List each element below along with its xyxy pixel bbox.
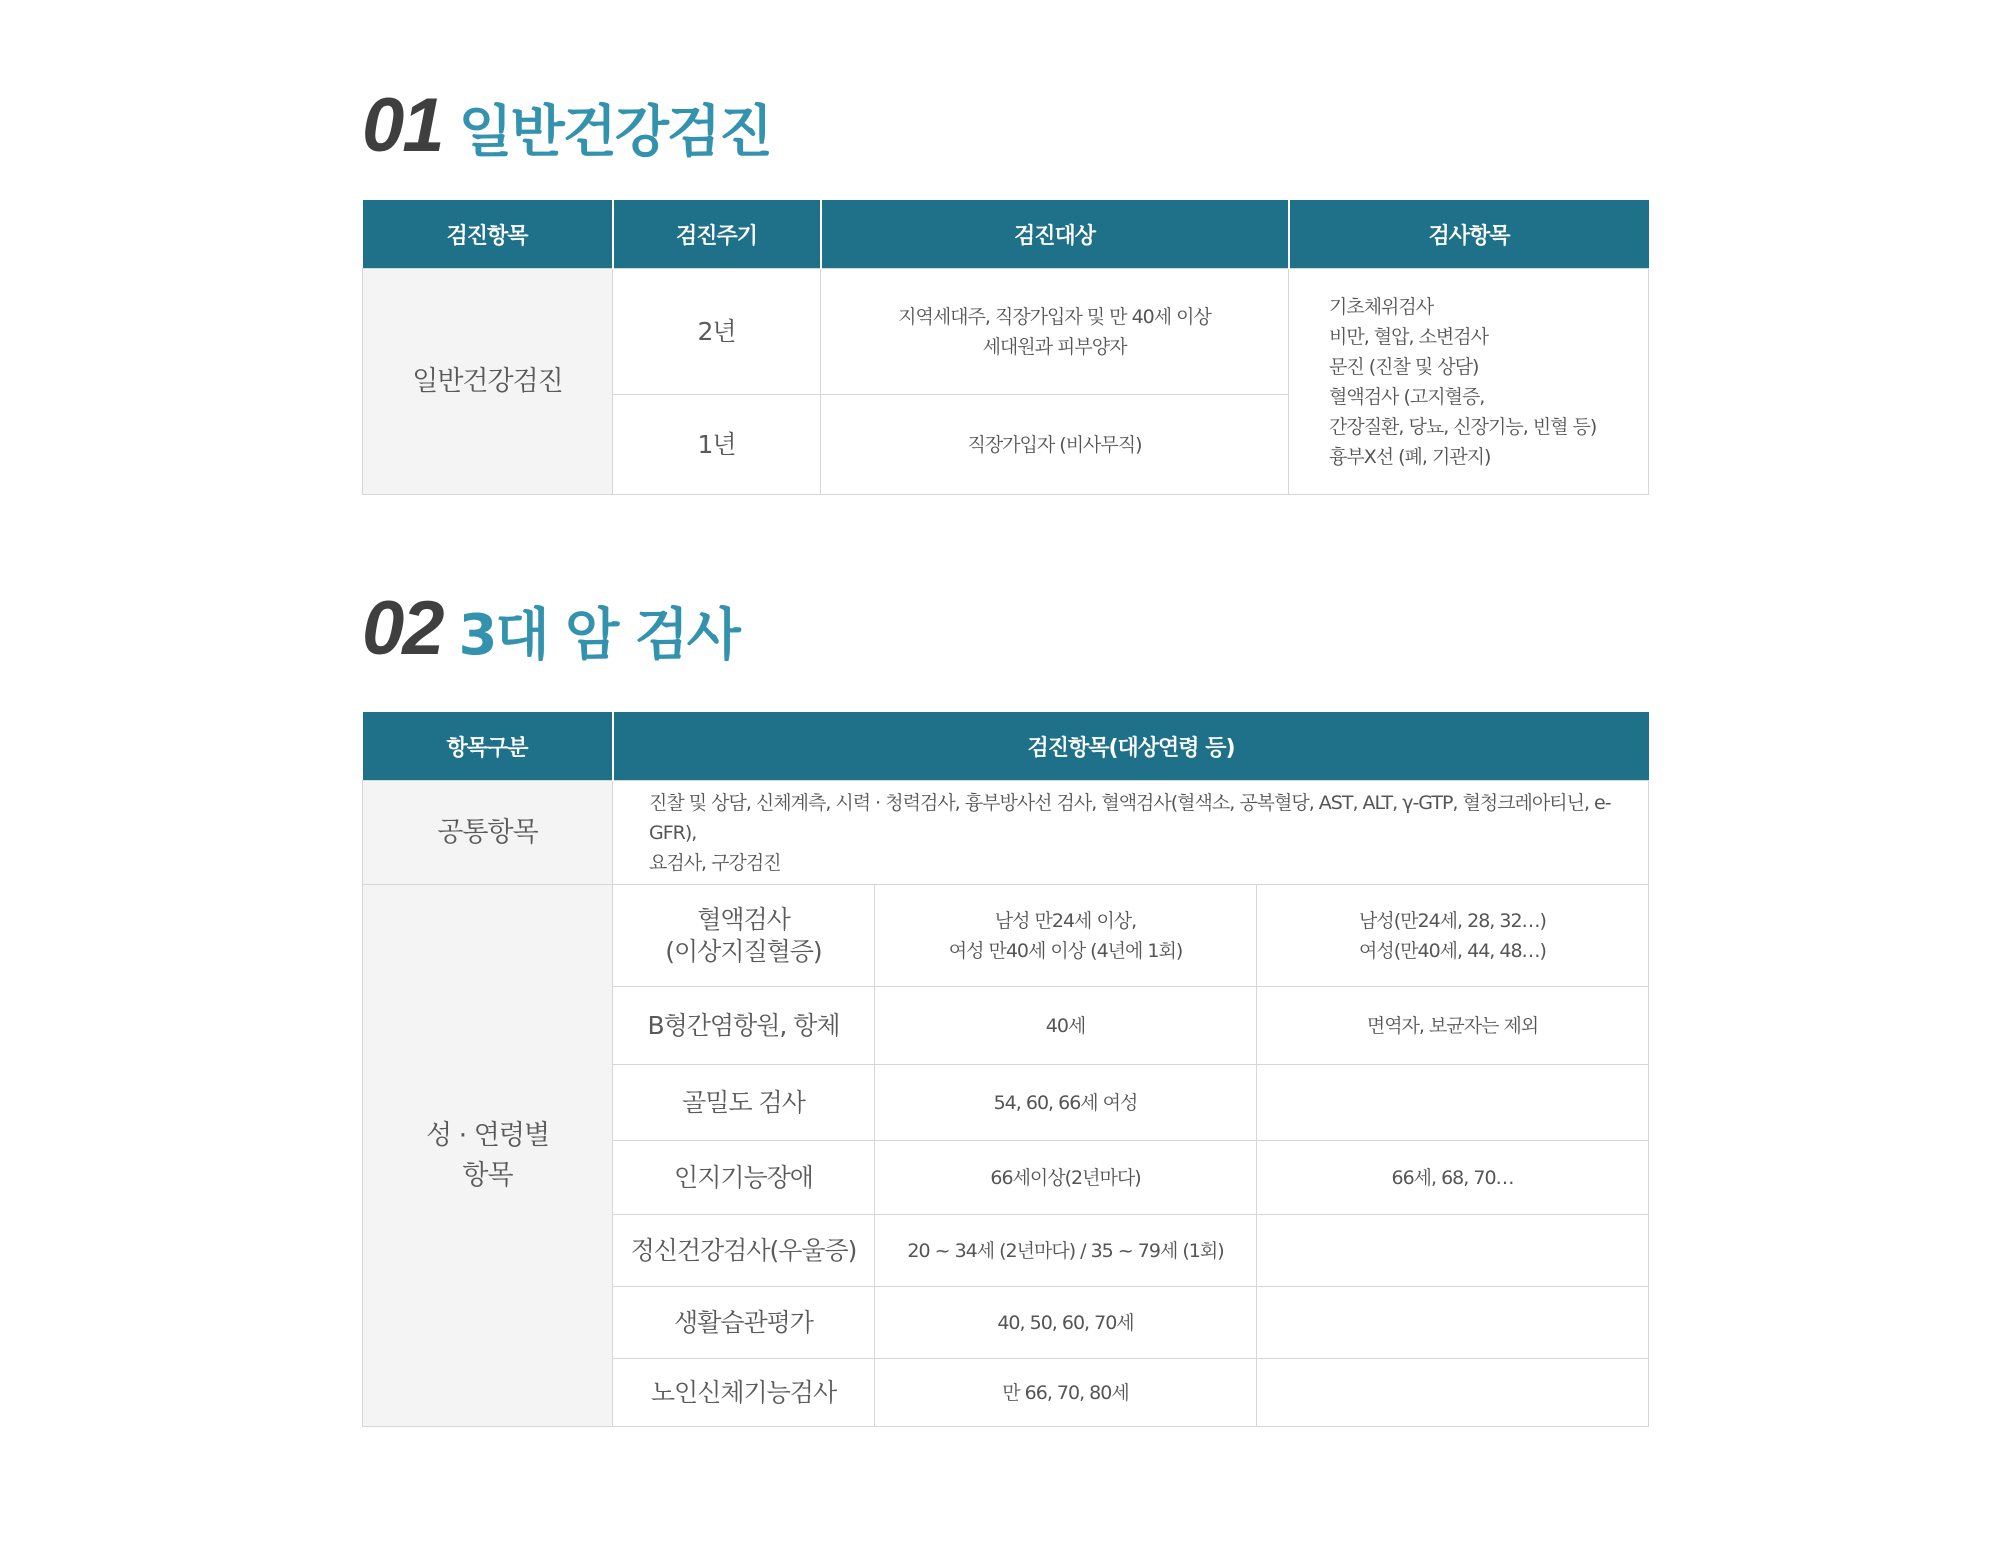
header-cell: 검진항목: [363, 200, 613, 269]
section-heading: 일반건강검진: [458, 100, 772, 165]
section-heading: 3대 암 검사: [458, 603, 739, 668]
target-cell: 54, 60, 66세 여성: [875, 1065, 1257, 1141]
table-row: [363, 781, 1649, 885]
note-cell: [1257, 1359, 1649, 1427]
exam-item: 문진 (진찰 및 상담): [1329, 355, 1479, 378]
header-cell: 검진주기: [613, 200, 821, 269]
target-line: 세대원과 피부양자: [982, 335, 1127, 358]
header-cell: 검진대상: [821, 200, 1289, 269]
target-line: 지역세대주, 직장가입자 및 만 40세 이상: [898, 305, 1211, 328]
target-cell: [821, 395, 1289, 495]
category-cell: 일반건강검진: [363, 269, 613, 495]
section-number: 02: [362, 586, 443, 671]
cancer-screening-table: [362, 712, 1649, 1427]
exam-item: 간장질환, 당뇨, 신장기능, 빈혈 등): [1329, 415, 1597, 438]
table-row: [363, 269, 1649, 395]
note-cell: [1257, 885, 1649, 987]
note-cell: [1257, 1287, 1649, 1359]
header-cell: 검사항목: [1289, 200, 1649, 269]
target-cell: 20 ~ 34세 (2년마다) / 35 ~ 79세 (1회): [875, 1215, 1257, 1287]
item-cell: 인지기능장애: [613, 1141, 875, 1215]
category-line: 항목: [462, 1159, 513, 1191]
item-cell: 골밀도 검사: [613, 1065, 875, 1141]
target-cell: 만 66, 70, 80세: [875, 1359, 1257, 1427]
note-cell: [1257, 1215, 1649, 1287]
note-cell: 66세, 68, 70…: [1257, 1141, 1649, 1215]
target-line: 직장가입자 (비사무직): [967, 433, 1142, 456]
common-items-cell: [613, 781, 1649, 885]
common-items-line: 진찰 및 상담, 신체계측, 시력 · 청력검사, 흉부방사선 검사, 혈액검사(혈색소, 공복혈당, AST, ALT, γ-GTP, 혈청크레아티닌, e-GFR),: [649, 791, 1611, 844]
item-cell: 생활습관평가: [613, 1287, 875, 1359]
target-cell: 40세: [875, 987, 1257, 1065]
exam-item: 비만, 혈압, 소변검사: [1329, 325, 1488, 348]
target-line: 여성 만40세 이상 (4년에 1회): [948, 939, 1183, 962]
common-items-line: 요검사, 구강검진: [649, 851, 781, 874]
item-cell: 노인신체기능검사: [613, 1359, 875, 1427]
item-line: 혈액검사: [697, 904, 790, 934]
category-cell: [363, 885, 613, 1427]
section-number: 01: [362, 83, 443, 168]
general-checkup-table: [362, 200, 1649, 495]
exam-item: 기초체위검사: [1329, 295, 1434, 318]
header-cell: 검진항목(대상연령 등): [613, 712, 1649, 781]
exam-item: 흉부X선 (폐, 기관지): [1329, 445, 1491, 468]
item-line: (이상지질혈증): [665, 936, 822, 966]
header-cell: 항목구분: [363, 712, 613, 781]
note-cell: 면역자, 보균자는 제외: [1257, 987, 1649, 1065]
target-cell: [875, 885, 1257, 987]
note-line: 여성(만40세, 44, 48…): [1359, 939, 1546, 962]
target-cell: [821, 269, 1289, 395]
item-cell: [613, 885, 875, 987]
target-line: 남성 만24세 이상,: [994, 909, 1137, 932]
item-cell: 정신건강검사(우울증): [613, 1215, 875, 1287]
note-line: 남성(만24세, 28, 32…): [1359, 909, 1546, 932]
exam-items-cell: [1289, 269, 1649, 495]
target-cell: 40, 50, 60, 70세: [875, 1287, 1257, 1359]
target-cell: 66세이상(2년마다): [875, 1141, 1257, 1215]
section-title-cancer-screening: [362, 585, 739, 672]
note-cell: [1257, 1065, 1649, 1141]
cycle-cell: 1년: [613, 395, 821, 495]
table-row: [363, 885, 1649, 987]
section-title-general-checkup: [362, 82, 771, 169]
exam-item: 혈액검사 (고지혈증,: [1329, 385, 1485, 408]
item-cell: B형간염항원, 항체: [613, 987, 875, 1065]
category-cell: 공통항목: [363, 781, 613, 885]
cycle-cell: 2년: [613, 269, 821, 395]
table-header-row: [363, 712, 1649, 781]
category-line: 성 · 연령별: [425, 1119, 550, 1151]
table-header-row: [363, 200, 1649, 269]
